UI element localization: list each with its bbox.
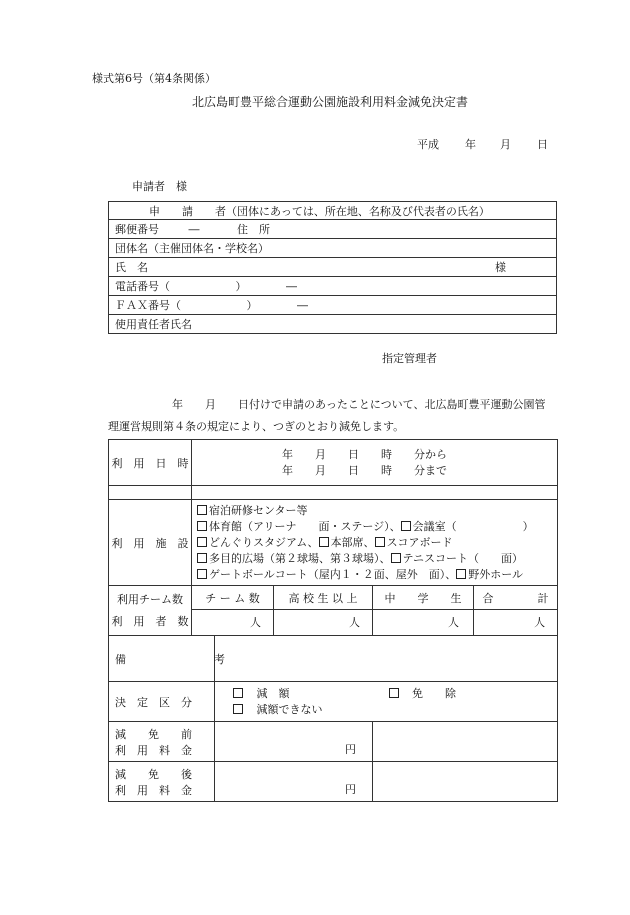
after-label-line-1 [115, 766, 208, 782]
after-label-line-2 [115, 782, 208, 798]
facility-label: 利 用 施 設 [111, 536, 189, 550]
high-school-header-cell [274, 586, 373, 610]
before-amount-cell [215, 722, 373, 762]
total-value-cell [474, 610, 558, 636]
facility-checkbox[interactable] [197, 553, 207, 563]
after-extra-cell [373, 762, 558, 802]
decision-reduce-label: 減 額 [256, 686, 290, 700]
postal-label: 郵便番号 [115, 223, 159, 236]
decision-exempt-checkbox[interactable] [389, 688, 399, 698]
after-amount-cell [215, 762, 373, 802]
remarks-label: 備 考 [115, 652, 225, 666]
facility-option: どんぐりスタジアム、 [209, 535, 319, 549]
facility-option: ゲートボールコート（屋内１・２面、屋外 面）、 [209, 567, 457, 581]
before-label-2: 利 用 料 金 [115, 743, 192, 757]
facility-line-5 [197, 567, 557, 583]
facility-checkbox[interactable] [456, 569, 466, 579]
junior-value-cell [373, 610, 474, 636]
spacer-label-cell [109, 486, 192, 500]
fax-dash: ― [297, 299, 308, 312]
decision-line-1 [233, 686, 557, 702]
junior-unit: 人 [448, 616, 459, 629]
before-extra-cell [373, 722, 558, 762]
total-unit: 人 [534, 616, 546, 629]
decision-cannot-label: 減額できない [256, 702, 323, 716]
date-day: 日 [537, 138, 548, 151]
decision-reduce-checkbox[interactable] [233, 688, 243, 698]
teams-label: 利用チーム数 [117, 592, 183, 606]
facility-option: 会議室（ ） [412, 519, 534, 533]
decision-cannot-checkbox[interactable] [233, 704, 243, 714]
phone-row [109, 277, 557, 296]
junior-header: 中 学 生 [384, 591, 462, 605]
facility-checkbox[interactable] [197, 537, 207, 547]
applicant-table [108, 201, 557, 334]
main-table [108, 439, 558, 802]
facility-option: 野外ホール [468, 567, 524, 581]
team-count-unit: 人 [250, 616, 261, 629]
fax-close: ） [246, 299, 258, 312]
facility-checkbox[interactable] [319, 537, 329, 547]
team-count-value-cell [192, 610, 274, 636]
facility-option: 本部席、 [330, 535, 375, 549]
facility-checkbox[interactable] [197, 569, 207, 579]
manager-row [109, 315, 557, 334]
users-label: 利 用 者 数 [111, 614, 189, 628]
facility-option: 宿泊研修センター等 [209, 503, 308, 517]
remarks-label-cell [109, 636, 225, 682]
remarks-value-cell [215, 636, 558, 682]
before-label-line-2 [115, 742, 208, 758]
usage-datetime-label: 利 用 日 時 [111, 456, 189, 470]
before-label-line-1 [115, 726, 208, 742]
date-month: 月 [500, 138, 511, 151]
postal-dash: ― [188, 223, 200, 236]
phone-close: ） [235, 280, 247, 293]
after-label-1: 減 免 後 [115, 767, 192, 781]
facility-option: スコアボード [386, 535, 453, 549]
address-label: 住 所 [237, 223, 270, 236]
facility-option: テニスコート（ 面） [402, 551, 524, 565]
fax-label: ＦＡＸ番号（ [115, 299, 181, 312]
group-label: 団体名（主催団体名・学校名） [115, 242, 269, 255]
team-count-header-cell [192, 586, 274, 610]
count-label-cell [109, 586, 192, 636]
date-year: 年 [465, 138, 476, 151]
manager-label: 使用責任者氏名 [115, 318, 192, 331]
after-yen: 円 [345, 783, 356, 796]
fax-row [109, 296, 557, 315]
usage-from-line: 年 月 日 時 分から [282, 447, 447, 461]
facility-line-3 [197, 535, 557, 551]
form-label: 様式第6号（第4条関係） [92, 72, 216, 85]
applicant-header-cell [109, 202, 557, 220]
decision-label: 決 定 区 分 [115, 695, 192, 709]
high-school-unit: 人 [349, 616, 360, 629]
team-count-header: チ ー ム 数 [205, 591, 260, 605]
facility-option: 多目的広場（第２球場、第３球場）、 [209, 551, 391, 565]
facility-checkbox[interactable] [197, 521, 207, 531]
decision-options-cell [215, 682, 558, 722]
applicant-addressee: 申請者 様 [132, 180, 187, 193]
decision-line-2 [233, 702, 557, 718]
designated-manager: 指定管理者 [382, 352, 437, 365]
before-label-1: 減 免 前 [115, 727, 192, 741]
facility-line-4 [197, 551, 557, 567]
facility-checkbox[interactable] [391, 553, 401, 563]
before-yen: 円 [345, 743, 356, 756]
body-line-1: 年 月 日付けで申請のあったことについて、北広島町豊平運動公園管 [172, 398, 546, 411]
name-row [109, 258, 557, 277]
date-era: 平成 [417, 138, 439, 151]
high-school-header: 高 校 生 以 上 [288, 591, 358, 605]
before-label-cell [109, 722, 215, 762]
decision-label-cell [109, 682, 215, 722]
applicant-header: 申 請 者（団体にあっては、所在地、名称及び代表者の氏名） [149, 204, 490, 218]
after-label-2: 利 用 料 金 [115, 783, 192, 797]
high-school-value-cell [274, 610, 373, 636]
document-title: 北広島町豊平総合運動公園施設利用料金減免決定書 [192, 95, 469, 109]
facility-checkbox[interactable] [375, 537, 385, 547]
usage-datetime-value-cell [192, 440, 558, 486]
facility-checkbox[interactable] [401, 521, 411, 531]
body-line-2: 理運営規則第４条の規定により、つぎのとおり減免します。 [108, 420, 405, 433]
spacer-value-cell [192, 486, 558, 500]
name-label: 氏 名 [115, 261, 148, 274]
phone-dash: ― [286, 280, 297, 293]
decision-exempt-label: 免 除 [412, 686, 456, 700]
usage-to-line: 年 月 日 時 分まで [282, 463, 447, 477]
facility-label-cell [109, 500, 192, 586]
usage-datetime-label-cell [109, 440, 192, 486]
total-header: 合 計 [482, 591, 549, 605]
facility-line-2 [197, 519, 557, 535]
junior-header-cell [373, 586, 474, 610]
facility-line-1 [197, 503, 557, 519]
group-row [109, 239, 557, 258]
name-suffix: 様 [495, 261, 506, 274]
facility-option: 体育館（アリーナ 面・ステージ）、 [209, 519, 401, 533]
total-header-cell [474, 586, 558, 610]
facility-checkbox[interactable] [197, 505, 207, 515]
postal-row [109, 220, 557, 239]
phone-label: 電話番号（ [115, 280, 170, 293]
after-label-cell [109, 762, 215, 802]
facility-list-cell [192, 500, 558, 586]
